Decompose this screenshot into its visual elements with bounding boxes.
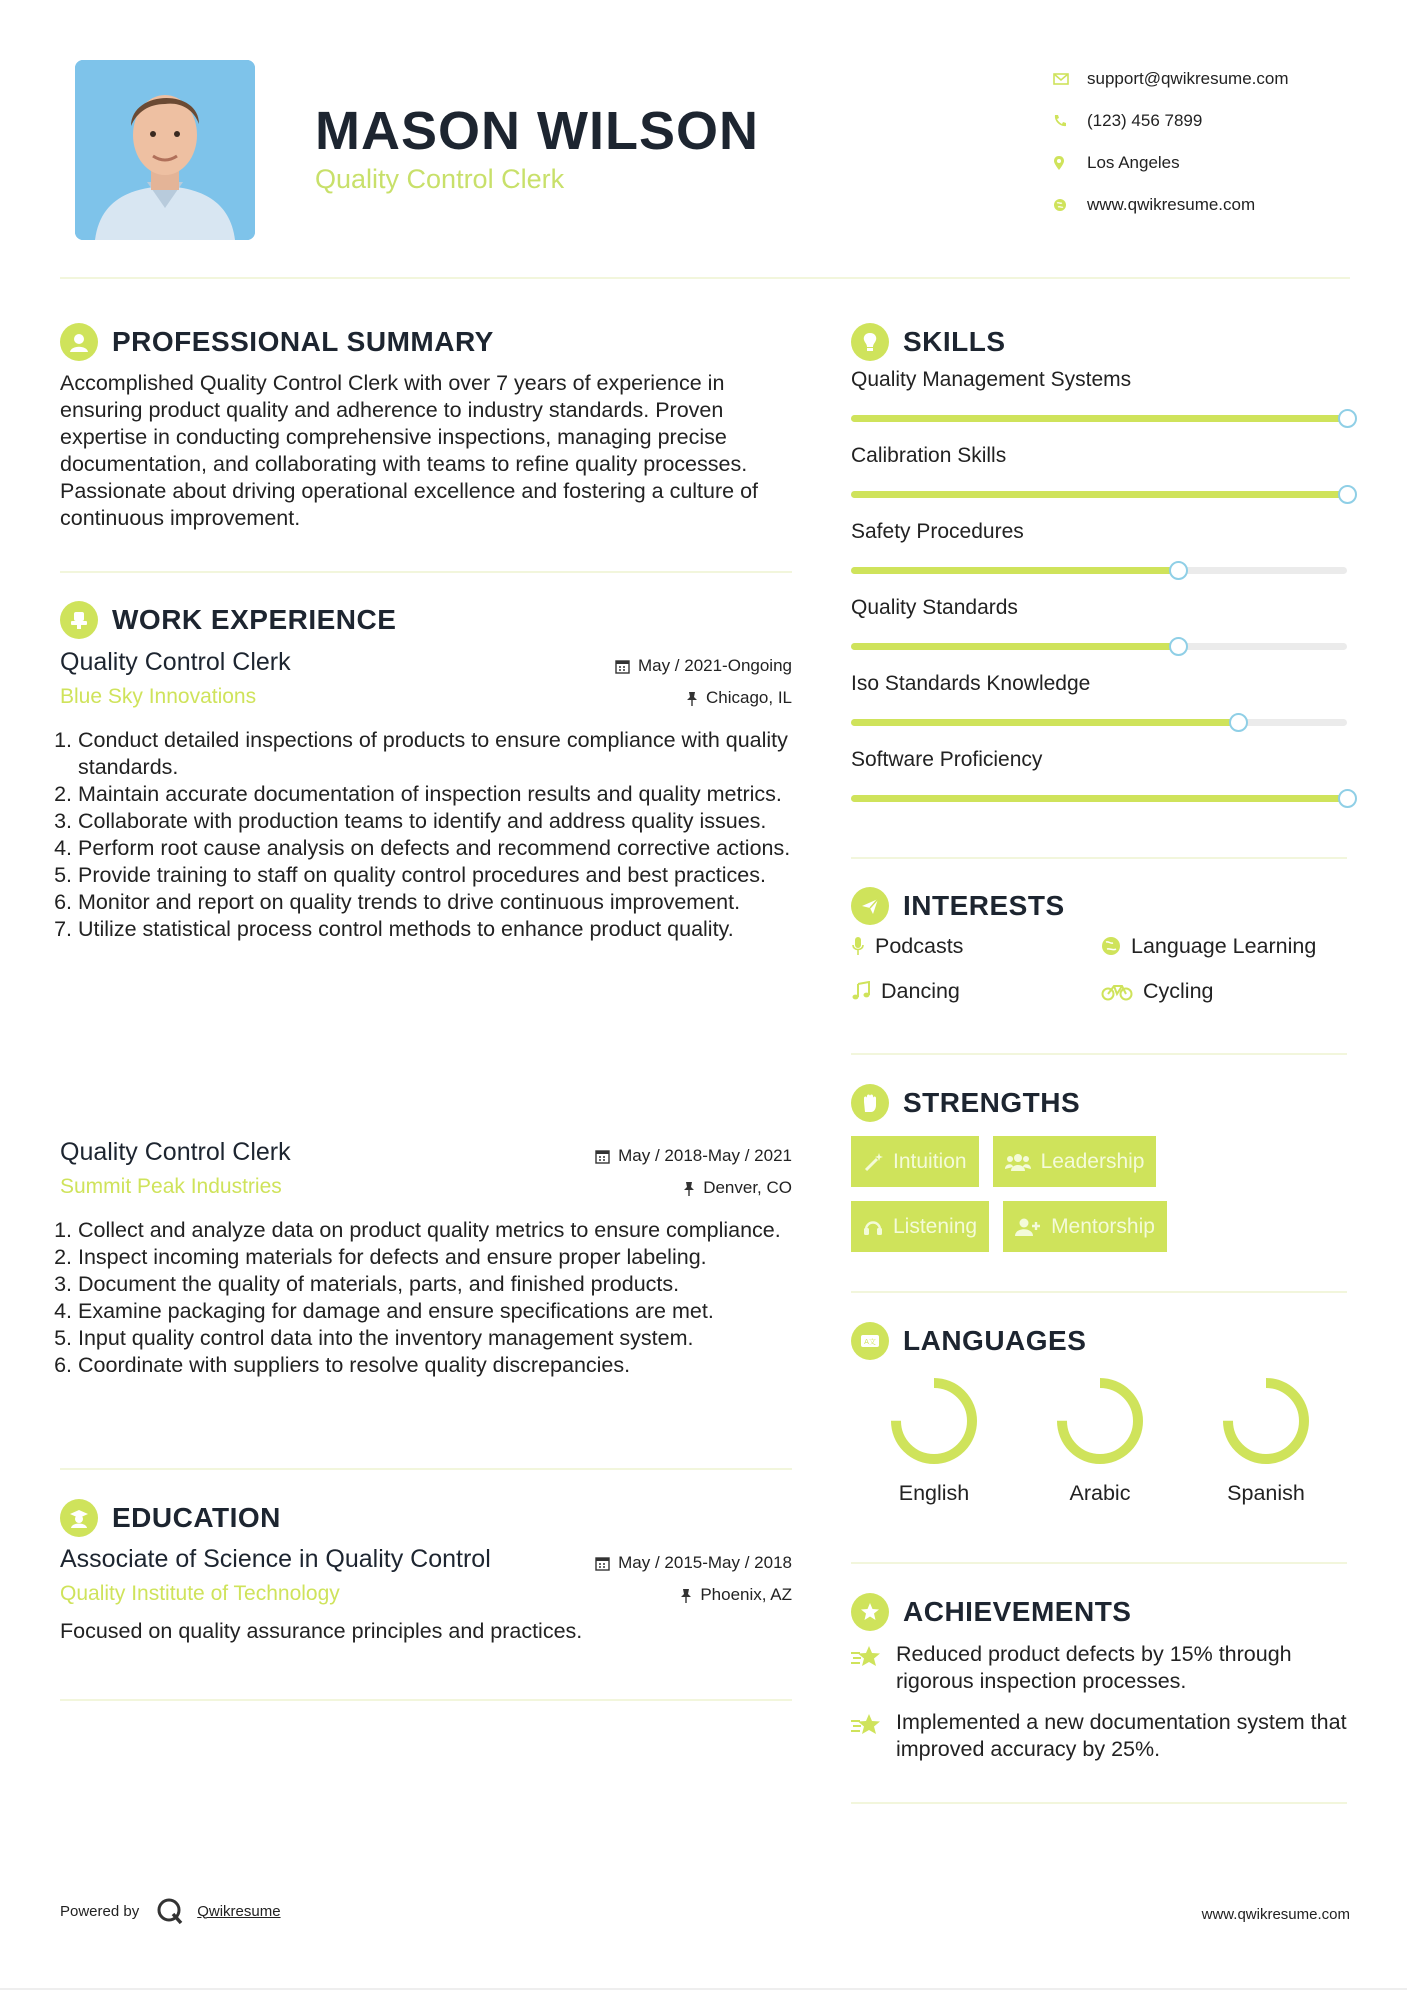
contact-email-text: support@qwikresume.com	[1087, 69, 1289, 88]
envelope-icon	[1053, 73, 1087, 85]
list-item: 2. Inspect incoming materials for defects and ensure proper labeling.	[78, 1244, 792, 1271]
skill-item	[851, 520, 1361, 596]
skill-bar-fill	[851, 795, 1347, 802]
school: Quality Institute of Technology	[60, 1582, 340, 1605]
interest-label: Podcasts	[875, 933, 964, 958]
language-progress-ring	[888, 1375, 980, 1467]
microphone-icon	[851, 936, 865, 956]
interest-item	[1101, 977, 1351, 1005]
degree: Associate of Science in Quality Control	[60, 1545, 491, 1573]
job-duties	[60, 727, 792, 943]
strength-label: Listening	[893, 1214, 978, 1238]
skill-bar-fill	[851, 415, 1347, 422]
skill-name: Quality Management Systems	[851, 368, 1132, 391]
achievements-divider	[851, 1802, 1347, 1804]
pushpin-icon	[686, 691, 698, 706]
skill-bar-knob	[1338, 789, 1357, 808]
skill-bar	[851, 415, 1347, 422]
strength-chip	[1003, 1201, 1167, 1252]
skill-name: Software Proficiency	[851, 748, 1043, 771]
phone-icon	[1053, 114, 1087, 128]
interest-item	[851, 932, 1101, 960]
interests-divider	[851, 1053, 1347, 1055]
skill-bar-knob	[1169, 561, 1188, 580]
skill-bar	[851, 491, 1347, 498]
strength-chip	[851, 1201, 989, 1252]
skill-bar-fill	[851, 719, 1238, 726]
profile-photo	[75, 60, 255, 240]
map-pin-icon	[1053, 155, 1087, 171]
qwikresume-link[interactable]: Qwikresume	[197, 1902, 281, 1920]
achievements-heading	[851, 1593, 1131, 1631]
education-date-text: May / 2015-May / 2018	[618, 1553, 792, 1572]
globe-icon	[1101, 936, 1121, 956]
list-item: 2. Maintain accurate documentation of inspection results and quality metrics.	[78, 781, 792, 808]
interests-heading	[851, 887, 1065, 925]
skills-heading	[851, 323, 1006, 361]
strengths-divider	[851, 1291, 1347, 1293]
contact-website[interactable]	[1053, 184, 1373, 226]
powered-by-text: Powered by	[60, 1902, 140, 1920]
skill-bar-fill	[851, 491, 1347, 498]
skill-bar-knob	[1338, 485, 1357, 504]
list-item: 1. Conduct detailed inspections of products to ensure compliance with quality standards.	[78, 727, 792, 781]
summary-heading	[60, 323, 494, 361]
skill-item	[851, 596, 1361, 672]
strength-chip	[851, 1136, 979, 1187]
skill-bar	[851, 719, 1347, 726]
language-progress-ring	[1054, 1375, 1146, 1467]
achievement-item	[851, 1641, 1351, 1695]
experience-divider	[60, 1468, 792, 1470]
summary-text: Accomplished Quality Control Clerk with over 7 years of experience in ensuring product quality and adherence to industry standards. Proven expertise in conducting comprehensive inspections, managing precise documentation, and collaborating with teams to refine quality processes. Passionate about driving operational excellence and fostering a culture of continuous improvement.	[60, 371, 759, 530]
hand-icon	[851, 1084, 889, 1122]
language-label: Arabic	[1069, 1481, 1131, 1505]
candidate-name: MASON WILSON	[315, 101, 759, 161]
strengths-heading	[851, 1084, 1080, 1122]
education-divider	[60, 1699, 792, 1701]
skills-list	[851, 368, 1361, 824]
languages-heading-text: LANGUAGES	[903, 1325, 1087, 1356]
contact-website-text: www.qwikresume.com	[1087, 195, 1256, 214]
education-heading	[60, 1499, 281, 1537]
languages-divider	[851, 1562, 1347, 1564]
star-icon	[851, 1709, 896, 1763]
job-date-text: May / 2018-May / 2021	[618, 1146, 792, 1165]
footer-url[interactable]: www.qwikresume.com	[1201, 1906, 1350, 1923]
users-icon	[1005, 1152, 1031, 1172]
job-location	[683, 1178, 792, 1198]
interest-item	[1101, 932, 1351, 960]
job-company: Blue Sky Innovations	[60, 685, 257, 708]
job-date-text: May / 2021-Ongoing	[637, 656, 792, 675]
achievement-text: Implemented a new documentation system that improved accuracy by 25%.	[896, 1710, 1347, 1761]
music-note-icon	[851, 981, 871, 1001]
skill-bar-knob	[1169, 637, 1188, 656]
list-item: 7. Utilize statistical process control methods to enhance product quality.	[78, 916, 792, 943]
interest-label: Language Learning	[1131, 933, 1317, 958]
summary-heading-text: PROFESSIONAL SUMMARY	[112, 326, 494, 357]
job-date	[615, 656, 792, 676]
contact-location-text: Los Angeles	[1087, 153, 1180, 172]
contact-phone[interactable]	[1053, 100, 1373, 142]
education-heading-text: EDUCATION	[112, 1502, 281, 1533]
magic-wand-icon	[863, 1152, 883, 1172]
list-item: 4. Examine packaging for damage and ensure specifications are met.	[78, 1298, 792, 1325]
language-item	[1017, 1375, 1183, 1506]
svg-text:A文: A文	[864, 1338, 876, 1346]
skill-item	[851, 368, 1361, 444]
list-item: 3. Document the quality of materials, parts, and finished products.	[78, 1271, 792, 1298]
pushpin-icon	[683, 1181, 695, 1196]
pushpin-icon	[680, 1588, 692, 1603]
skill-bar-knob	[1338, 409, 1357, 428]
skill-bar	[851, 795, 1347, 802]
skill-bar	[851, 567, 1347, 574]
interests-list	[851, 932, 1361, 1005]
user-plus-icon	[1015, 1217, 1041, 1237]
strength-label: Mentorship	[1051, 1214, 1155, 1238]
achievement-item	[851, 1709, 1351, 1763]
skill-bar-fill	[851, 567, 1178, 574]
star-icon	[851, 1641, 896, 1695]
list-item: 6. Monitor and report on quality trends to drive continuous improvement.	[78, 889, 792, 916]
job-location	[686, 688, 792, 708]
job-entry	[60, 1138, 792, 1379]
job-entry	[60, 648, 792, 943]
contact-location	[1053, 142, 1373, 184]
graduate-icon	[60, 1499, 98, 1537]
skills-divider	[851, 857, 1347, 859]
education-date	[595, 1553, 792, 1573]
skill-item	[851, 444, 1361, 520]
experience-heading-text: WORK EXPERIENCE	[112, 604, 397, 635]
list-item: 4. Perform root cause analysis on defects and recommend corrective actions.	[78, 835, 792, 862]
interest-label: Dancing	[881, 978, 960, 1003]
skill-name: Safety Procedures	[851, 520, 1024, 543]
paper-plane-icon	[851, 887, 889, 925]
language-item	[1183, 1375, 1349, 1506]
achievement-text: Reduced product defects by 15% through rigorous inspection processes.	[896, 1642, 1292, 1693]
award-star-icon	[851, 1593, 889, 1631]
strength-chip	[993, 1136, 1157, 1187]
skill-bar-knob	[1229, 713, 1248, 732]
skill-item	[851, 748, 1361, 824]
strengths-list	[851, 1136, 1361, 1266]
strength-label: Intuition	[893, 1149, 967, 1173]
interest-item	[851, 977, 1101, 1005]
translate-icon	[851, 1322, 889, 1360]
skills-heading-text: SKILLS	[903, 326, 1006, 357]
language-label: Spanish	[1227, 1481, 1305, 1505]
education-entry	[60, 1545, 792, 1645]
achievements-heading-text: ACHIEVEMENTS	[903, 1596, 1132, 1627]
summary-divider	[60, 571, 792, 573]
job-company: Summit Peak Industries	[60, 1175, 282, 1198]
footer-powered-by	[60, 1897, 281, 1925]
lightbulb-icon	[851, 323, 889, 361]
interests-heading-text: INTERESTS	[903, 890, 1065, 921]
job-location-text: Chicago, IL	[706, 688, 792, 707]
contact-email[interactable]	[1053, 58, 1373, 100]
candidate-title: Quality Control Clerk	[315, 164, 565, 194]
interest-label: Cycling	[1143, 978, 1214, 1003]
strength-label: Leadership	[1040, 1149, 1145, 1173]
language-progress-ring	[1220, 1375, 1312, 1467]
list-item: 3. Collaborate with production teams to identify and address quality issues.	[78, 808, 792, 835]
skill-bar	[851, 643, 1347, 650]
contact-list	[1053, 58, 1373, 226]
languages-list	[851, 1375, 1361, 1506]
briefcase-icon	[60, 601, 98, 639]
language-label: English	[898, 1481, 970, 1505]
strengths-heading-text: STRENGTHS	[903, 1087, 1081, 1118]
headphones-icon	[863, 1217, 883, 1237]
skill-bar-fill	[851, 643, 1178, 650]
job-date	[595, 1146, 792, 1166]
calendar-icon	[615, 659, 630, 674]
globe-icon	[1053, 198, 1087, 212]
calendar-icon	[595, 1556, 610, 1571]
job-duties	[60, 1217, 792, 1379]
languages-heading	[851, 1322, 1086, 1360]
skill-name: Iso Standards Knowledge	[851, 672, 1091, 695]
education-location	[680, 1585, 792, 1605]
contact-phone-text: (123) 456 7899	[1087, 111, 1203, 130]
list-item: 5. Provide training to staff on quality control procedures and best practices.	[78, 862, 792, 889]
bicycle-icon	[1101, 981, 1133, 1001]
calendar-icon	[595, 1149, 610, 1164]
education-description: Focused on quality assurance principles and practices.	[60, 1619, 583, 1643]
user-icon	[60, 323, 98, 361]
education-location-text: Phoenix, AZ	[700, 1585, 792, 1604]
list-item: 5. Input quality control data into the inventory management system.	[78, 1325, 792, 1352]
qwikresume-logo-icon	[155, 1897, 185, 1925]
experience-heading	[60, 601, 396, 639]
job-title: Quality Control Clerk	[60, 1138, 291, 1166]
job-title: Quality Control Clerk	[60, 648, 291, 676]
list-item: 1. Collect and analyze data on product quality metrics to ensure compliance.	[78, 1217, 792, 1244]
language-item	[851, 1375, 1017, 1506]
list-item: 6. Coordinate with suppliers to resolve quality discrepancies.	[78, 1352, 792, 1379]
skill-name: Calibration Skills	[851, 444, 1007, 467]
skill-item	[851, 672, 1361, 748]
header-divider	[60, 277, 1350, 279]
job-location-text: Denver, CO	[703, 1178, 792, 1197]
skill-name: Quality Standards	[851, 596, 1018, 619]
